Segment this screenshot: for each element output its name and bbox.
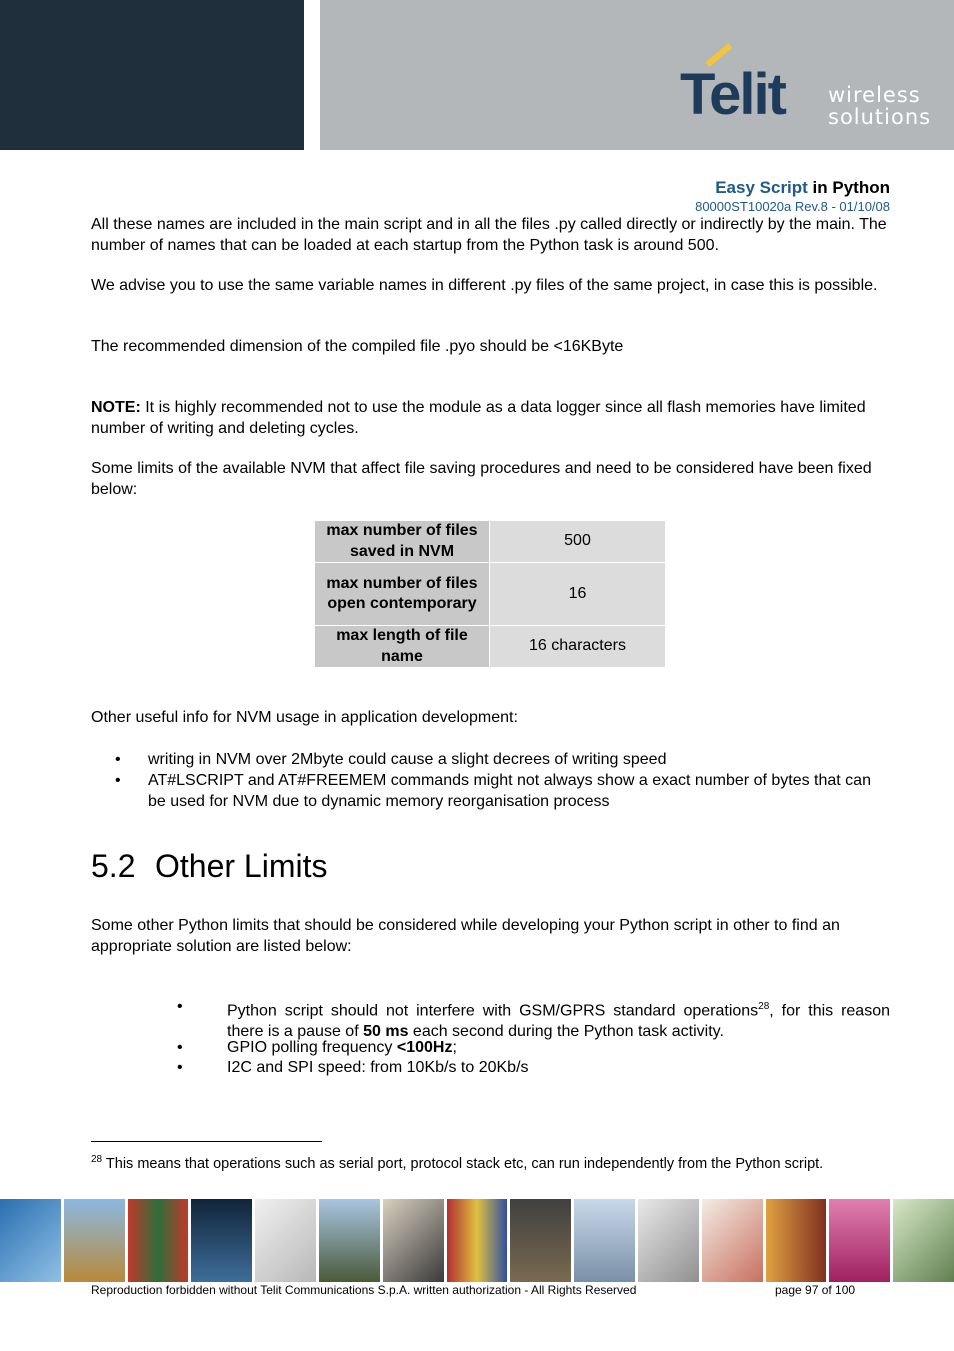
list-item: • Python script should not interfere with GSM/GPRS standard operations$^{28}$, for this reason there is a pause of 50 ms each second during the Python task activity. — [177, 998, 890, 1040]
list-item: • AT#LSCRIPT and AT#FREEMEM commands might not always show a exact number of bytes that can be used for NVM due to dynamic memory reorganisation process — [115, 772, 871, 810]
table-row — [315, 521, 666, 563]
bullet-icon: • — [177, 1039, 183, 1056]
photo-tile — [510, 1199, 571, 1282]
photo-tile — [128, 1199, 189, 1282]
photo-tile — [191, 1199, 252, 1282]
table-label-cell: max number of files open contemporary — [315, 563, 490, 626]
page-number: page 97 of 100 — [775, 1283, 856, 1297]
table-row — [315, 626, 666, 668]
telit-logo — [676, 46, 936, 136]
list-item: • writing in NVM over 2Mbyte could cause a slight decrees of writing speed — [148, 750, 888, 771]
note-paragraph: NOTE: It is highly recommended not to use the module as a data logger since all flash memories have limited number of writing and deleting cycles. — [91, 399, 866, 437]
list-item: • GPIO polling frequency <100Hz; — [177, 1038, 890, 1059]
footnote-divider — [91, 1141, 322, 1142]
photo-tile — [893, 1199, 954, 1282]
table-row — [315, 563, 666, 626]
list-item: • I2C and SPI speed: from 10Kb/s to 20Kb/s — [177, 1058, 890, 1079]
paragraph-advice: We advise you to use the same variable names in different .py files of the same project, in case this is possible. — [91, 277, 878, 294]
footer-photo-strip — [0, 1199, 954, 1282]
section-heading: 5.2 Other Limits — [91, 848, 328, 884]
paragraph-other-info: Other useful info for NVM usage in application development: — [91, 709, 518, 726]
photo-tile — [829, 1199, 890, 1282]
paragraph-nvm-limits: Some limits of the available NVM that affect file saving procedures and need to be considered have been fixed below: — [91, 460, 872, 498]
header-dark-panel — [0, 0, 304, 150]
photo-tile — [319, 1199, 380, 1282]
photo-tile — [574, 1199, 635, 1282]
bullet-icon: • — [177, 998, 183, 1015]
paragraph-python-limits: Some other Python limits that should be considered while developing your Python script in other to find an appropriate solution are listed below: — [91, 917, 840, 955]
table-value-cell: 16 — [490, 563, 666, 626]
document-title: Easy Script in Python — [715, 178, 890, 197]
paragraph-names: All these names are included in the main script and in all the files .py called directly or indirectly by the main. The number of names that can be loaded at each startup from the Python task is around 500. — [91, 216, 887, 254]
logo-name: Telit — [680, 62, 785, 127]
table-label-cell: max number of files saved in NVM — [315, 521, 490, 563]
photo-tile — [638, 1199, 699, 1282]
footnote: $^{28}$ This means that operations such as serial port, protocol stack etc, can run independently from the Python script. — [91, 1154, 824, 1172]
photo-tile — [702, 1199, 763, 1282]
table-label-cell: max length of file name — [315, 626, 490, 668]
footer-copyright: Reproduction forbidden without Telit Communications S.p.A. written authorization - All Rights Reserved — [91, 1283, 637, 1297]
nvm-limits-table — [314, 520, 666, 668]
bullet-icon: • — [115, 772, 121, 789]
bullet-icon: • — [115, 751, 121, 768]
photo-tile — [64, 1199, 125, 1282]
document-reference: 80000ST10020a Rev.8 - 01/10/08 — [695, 199, 890, 214]
logo-tagline: wireless solutions — [828, 83, 932, 129]
photo-tile — [766, 1199, 827, 1282]
photo-tile — [255, 1199, 316, 1282]
photo-tile — [383, 1199, 444, 1282]
photo-tile — [0, 1199, 61, 1282]
table-value-cell: 16 characters — [490, 626, 666, 668]
photo-tile — [447, 1199, 508, 1282]
paragraph-pyo-size: The recommended dimension of the compiled file .pyo should be <16KByte — [91, 338, 624, 355]
table-value-cell: 500 — [490, 521, 666, 563]
bullet-icon: • — [177, 1059, 183, 1076]
